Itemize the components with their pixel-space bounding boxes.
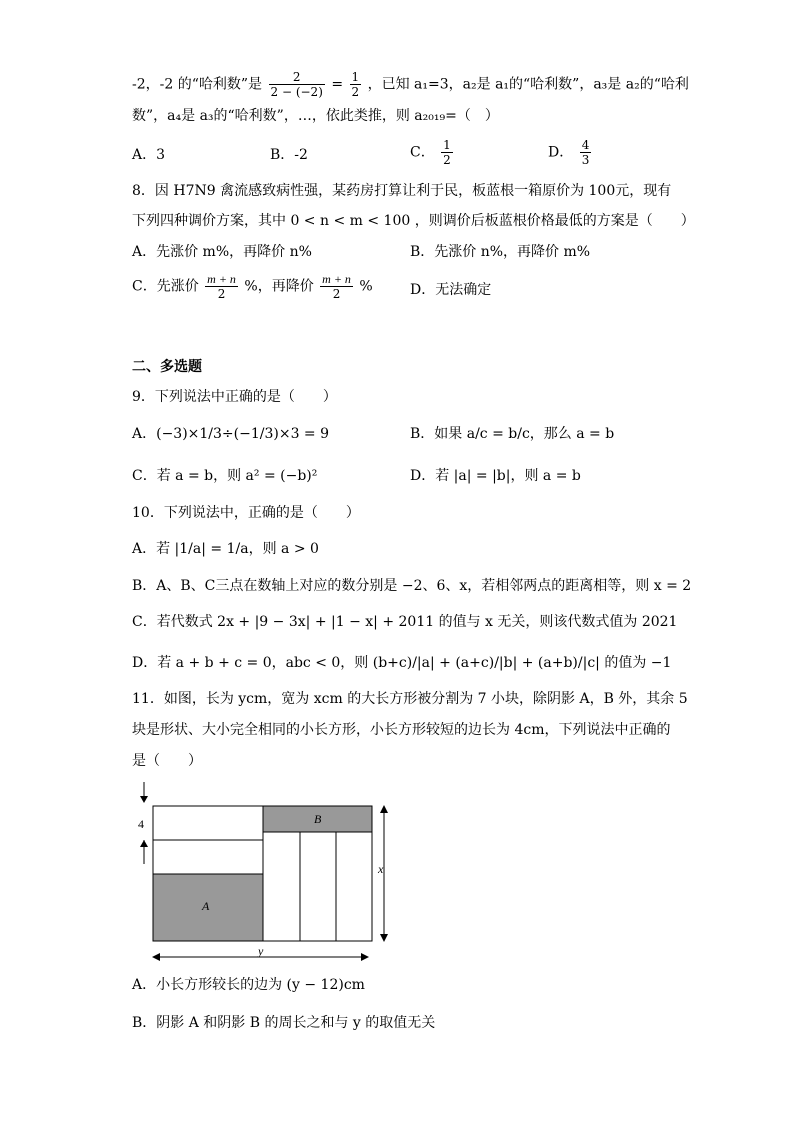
q11-option-a[interactable]: A．小长方形较长的边为 (y − 12)cm	[132, 977, 365, 993]
label-a: A	[202, 899, 210, 913]
q7-line2: 数”，a₄是 a₃的“哈利数”，…，依此类推，则 a₂₀₁₉=（ ）	[132, 108, 499, 124]
y-arrow-head-left	[152, 953, 160, 961]
arrow-head-up	[140, 840, 148, 847]
label-x: x	[378, 862, 384, 876]
x-arrow-head-down	[380, 934, 388, 942]
q8-option-c[interactable]: C．先涨价 $\frac{m + n}{2}$ %，再降价 $\frac{m + n}{2}$ %	[132, 272, 373, 301]
label-y: y	[258, 944, 264, 958]
q9-option-c[interactable]: C．若 a = b，则 a² = (−b)²	[132, 468, 318, 484]
q9-stem: 9．下列说法中正确的是（ ）	[132, 389, 337, 405]
y-arrow-head-right	[361, 953, 369, 961]
q11-line2: 块是形状、大小完全相同的小长方形，小长方形较短的边长为 4cm，下列说法中正确的	[132, 722, 671, 738]
q7-option-c[interactable]: C． $\frac{1}{2}$	[410, 138, 451, 167]
q11-option-b[interactable]: B．阴影 A 和阴影 B 的周长之和与 y 的取值无关	[132, 1015, 436, 1031]
q7-option-a[interactable]: A．3	[132, 147, 166, 163]
q9-option-a[interactable]: A．(−3)×1/3÷(−1/3)×3 = 9	[132, 426, 330, 442]
q11-line1: 11．如图，长为 ycm，宽为 xcm 的大长方形被分割为 7 小块，除阴影 A，B 外，其余 5	[132, 691, 688, 707]
q7-option-d[interactable]: D． $\frac{4}{3}$	[548, 138, 590, 167]
q7-line1: -2，-2 的“哈利数”是 $\frac{2}{2 - (-2)}$ = $\frac{1}{2}$ ，已知 a₁=3，a₂是 a₁的“哈利数”，a₃是 a₂的“哈利	[132, 70, 689, 99]
x-arrow-head-up	[380, 805, 388, 813]
q11-figure	[128, 776, 398, 966]
q8-option-b[interactable]: B．先涨价 n%，再降价 m%	[410, 244, 591, 260]
q9-option-b[interactable]: B．如果 a/c = b/c，那么 a = b	[410, 426, 615, 442]
q10-option-a[interactable]: A．若 |1/a| = 1/a，则 a > 0	[132, 541, 319, 557]
q8-line1: 8．因 H7N9 禽流感致病性强，某药房打算让利于民，板蓝根一箱原价为 100元，现有	[132, 183, 672, 199]
q7-fraction: $\frac{2}{2 - (-2)}$	[270, 70, 323, 99]
q7-fraction-2: $\frac{1}{2}$	[351, 70, 360, 99]
q7-option-b[interactable]: B．-2	[270, 147, 308, 163]
q9-option-d[interactable]: D．若 |a| = |b|，则 a = b	[410, 468, 581, 484]
q8-line2: 下列四种调价方案，其中 0 < n < m < 100 ，则调价后板蓝根价格最低的方案是（ ）	[132, 213, 695, 229]
label-b: B	[314, 812, 322, 826]
q10-option-b[interactable]: B．A、B、C三点在数轴上对应的数分别是 −2、6、x，若相邻两点的距离相等，则 x = 2	[132, 578, 692, 594]
q8-option-d[interactable]: D．无法确定	[410, 282, 492, 298]
q10-option-d[interactable]: D．若 a + b + c = 0，abc < 0，则 (b+c)/|a| + (a+c)/|b| + (a+b)/|c| 的值为 −1	[132, 655, 672, 671]
arrow-head-down	[140, 796, 148, 803]
q7-line1-b: ，已知 a₁=3，a₂是 a₁的“哈利数”，a₃是 a₂的“哈利	[367, 76, 689, 93]
q7-line1-a: -2，-2 的“哈利数”是	[132, 76, 263, 93]
q10-option-c[interactable]: C．若代数式 2x + |9 − 3x| + |1 − x| + 2011 的值与 x 无关，则该代数式值为 2021	[132, 614, 678, 630]
q8-option-a[interactable]: A．先涨价 m%，再降价 n%	[132, 244, 312, 260]
q11-line3: 是（ ）	[132, 753, 202, 769]
q10-stem: 10．下列说法中，正确的是（ ）	[132, 505, 360, 521]
label-four: 4	[138, 817, 144, 831]
section-title: 二、多选题	[132, 359, 202, 375]
